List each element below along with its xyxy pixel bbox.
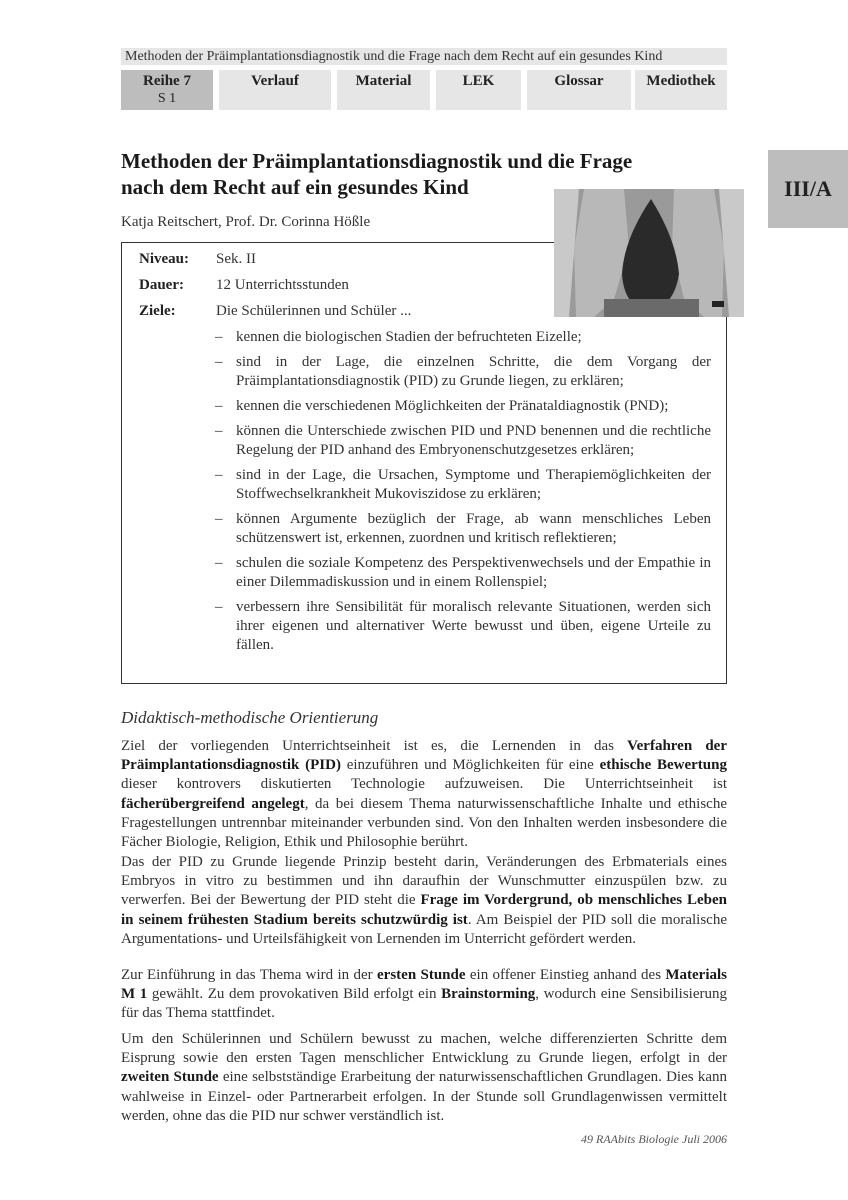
emphasis-text: Materials M 1 xyxy=(121,967,728,1003)
body-text: dieser kontrovers diskutierten Technologie aufzuweisen. Die Unterrichtseinheit ist xyxy=(121,776,727,793)
body-text: Zur Einführung in das Thema wird in der xyxy=(121,967,378,983)
nav-tab-mediothek[interactable] xyxy=(635,70,727,110)
body-text: , wodurch eine Sensibilisierung für das Thema stattfindet. xyxy=(121,986,727,1022)
goal-item: – können die Unterschiede zwischen PID und PND benennen und die rechtliche Regelung der PID anhand des Embryonenschutzgesetzes erklären; xyxy=(215,422,711,460)
goal-item: – können Argumente bezüglich der Frage, ab wann menschliches Leben schützenswert ist, erkennen, zuordnen und kritisch reflektieren; xyxy=(215,510,711,548)
nav-tab-lek[interactable] xyxy=(436,70,521,110)
emphasis-text: Verfahren der Präimplantationsdiagnostik (PID) xyxy=(121,738,727,774)
goal-item: – kennen die verschiedenen Möglichkeiten der Pränataldiagnostik (PND); xyxy=(215,397,711,416)
nav-tab-sublabel: S 1 xyxy=(157,91,177,106)
nav-tab-glossar[interactable] xyxy=(527,70,631,110)
body-text: Das der PID zu Grunde liegende Prinzip besteht darin, Veränderungen des Erbmaterials eines Embryos in vitro zu bestimmen und ihn daraufhin der Wunschmutter einzuspülen bzw. zu verwerfen. Bei der Bewertung der PID steht die xyxy=(121,854,727,909)
nav-tab-verlauf[interactable] xyxy=(219,70,331,110)
goal-item: – sind in der Lage, die einzelnen Schritte, die dem Vorgang der Präimplantationsdiagnostik (PID) zu Grunde liegen, zu erklären; xyxy=(215,353,711,391)
article-title-line: nach dem Recht auf ein gesundes Kind xyxy=(121,175,469,199)
article-authors: Katja Reitschert, Prof. Dr. Corinna Hößle xyxy=(121,214,371,230)
ziele-intro: Die Schülerinnen und Schüler ... xyxy=(216,303,412,319)
niveau-row xyxy=(139,251,256,268)
goal-item: – verbessern ihre Sensibilität für moralisch relevante Situationen, werden sich ihrer eigenen und alternativer Werte bewusst und üben, eigene Urteile zu fällen. xyxy=(215,598,711,655)
goal-item: – sind in der Lage, die Ursachen, Symptome und Therapiemöglichkeiten der Stoffwechselkrankheit Mukoviszidose zu erklären; xyxy=(215,466,711,504)
body-text: eine selbstständige Erarbeitung der naturwissenschaftlichen Grundlagen. Dies kann wahlweise in Einzel- oder Partnerarbeit erfolgen. In der Stunde soll Grundlagenwissen vermittelt werden, ohne das die PID nur schwer verständlich ist. xyxy=(121,1069,727,1124)
section-heading: Didaktisch-methodische Orientierung xyxy=(121,708,379,727)
paragraph-2 xyxy=(121,853,727,949)
emphasis-text: ersten Stunde xyxy=(377,967,466,983)
nav-tab-reihe[interactable] xyxy=(121,70,213,110)
emphasis-text: Frage im Vordergrund, ob menschliches Leben in seinem frühesten Stadium bereits schutzwürdig ist xyxy=(121,892,727,928)
paragraph-4 xyxy=(121,1030,727,1126)
niveau-value: Sek. II xyxy=(216,251,256,267)
nav-tab-material[interactable] xyxy=(337,70,430,110)
goal-item: – kennen die biologischen Stadien der befruchteten Eizelle; xyxy=(215,328,711,347)
ziele-label: Ziele: xyxy=(139,303,176,319)
section-side-tab: III/A xyxy=(768,150,848,228)
page-footer: 49 RAAbits Biologie Juli 2006 xyxy=(581,1132,727,1146)
ziele-row xyxy=(139,303,411,320)
goals-list xyxy=(215,328,711,661)
body-text: . Am Beispiel der PID soll die moralische Argumentations- und Urteilsfähigkeit von Lernenden im Unterricht gefördert werden. xyxy=(121,911,727,947)
goal-item: – schulen die soziale Kompetenz des Perspektivenwechsels und der Empathie in einer Dilemmadiskussion und in einem Rollenspiel; xyxy=(215,554,711,592)
emphasis-text: Brainstorming xyxy=(441,986,536,1003)
pregnant-woman-photo xyxy=(554,189,744,317)
nav-tab-label: Mediothek xyxy=(646,73,716,89)
nav-tab-label: Reihe 7 xyxy=(143,73,191,89)
emphasis-text: ethische Bewertung xyxy=(599,757,727,774)
dauer-label: Dauer: xyxy=(139,277,184,293)
body-text: ein offener Einstieg anhand des xyxy=(465,967,666,983)
running-title: Methoden der Präimplantationsdiagnostik und die Frage nach dem Recht auf ein gesundes Kind xyxy=(121,48,727,65)
body-text: gewählt. Zu dem provokativen Bild erfolgt ein xyxy=(147,986,442,1003)
body-text: Ziel der vorliegenden Unterrichtseinheit ist es, die Lernenden in das xyxy=(121,738,628,754)
body-text: einzuführen und Möglichkeiten für eine xyxy=(340,757,600,774)
dauer-value: 12 Unterrichtsstunden xyxy=(216,277,349,293)
nav-tab-label: Verlauf xyxy=(251,73,299,89)
body-text: Um den Schülerinnen und Schülern bewusst zu machen, welche differenzierten Schritte dem Eisprung sowie den ersten Tagen menschlicher Entwicklung zu Grunde liegen, erfolgt in der xyxy=(121,1031,727,1067)
body-text: , da bei diesem Thema naturwissenschaftliche Inhalte und ethische Fragestellungen untrennbar miteinander verbunden sind. Von den Inhalten werden insbesondere die Fächer Biologie, Religion, Ethik und Philosophie berührt. xyxy=(121,795,727,851)
emphasis-text: fächerübergreifend angelegt xyxy=(121,795,305,812)
paragraph-1 xyxy=(121,737,727,852)
nav-tab-label: Material xyxy=(355,73,412,89)
dauer-row xyxy=(139,277,349,294)
article-title-line: Methoden der Präimplantationsdiagnostik und die Frage xyxy=(121,149,633,173)
photo-illustration xyxy=(554,189,744,317)
emphasis-text: zweiten Stunde xyxy=(121,1069,219,1086)
niveau-label: Niveau: xyxy=(139,251,189,267)
nav-tab-label: Glossar xyxy=(554,73,604,89)
nav-tab-label: LEK xyxy=(462,73,495,89)
paragraph-3 xyxy=(121,966,727,1024)
